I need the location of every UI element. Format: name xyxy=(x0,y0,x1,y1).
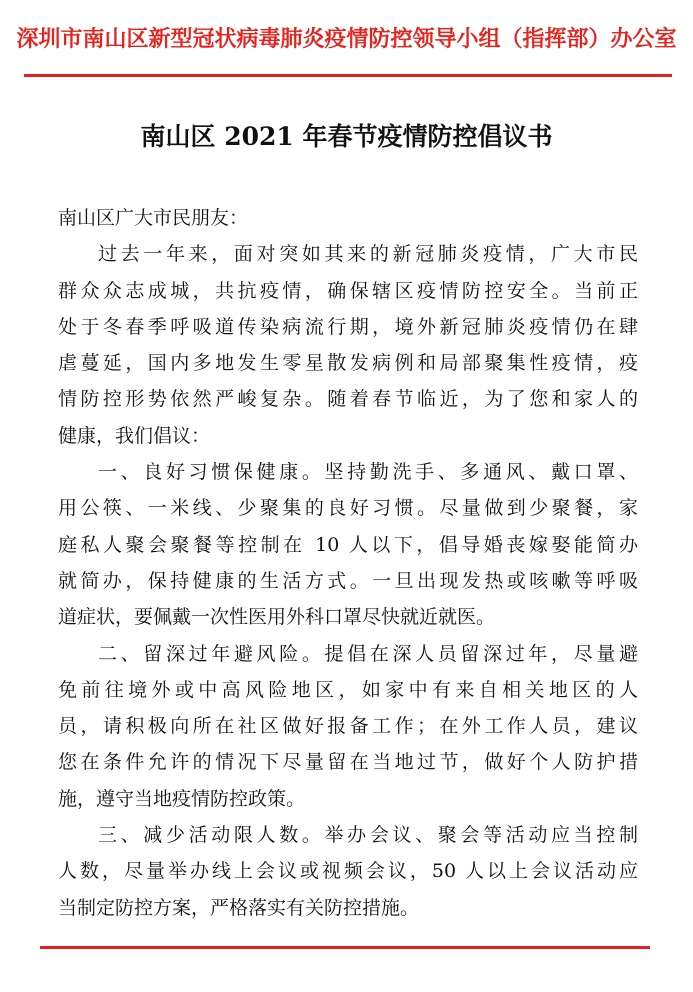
body-line: 健康，我们倡议： xyxy=(58,424,211,447)
salutation: 南山区广大市民朋友： xyxy=(58,207,249,229)
body-line: 当制定防控方案，严格落实有关防控措施。 xyxy=(58,896,420,919)
body-line: 免前往境外或中高风险地区，如家中有来自相关地区的人 xyxy=(58,678,638,701)
document-title: 南山区 2021 年春节疫情防控倡议书 xyxy=(140,122,553,151)
body-line: 处于冬春季呼吸道传染病流行期，境外新冠肺炎疫情仍在肆 xyxy=(58,315,638,338)
body-line: 人数，尽量举办线上会议或视频会议，50 人以上会议活动应 xyxy=(58,860,638,883)
body-line: 道症状，要佩戴一次性医用外科口罩尽快就近就医。 xyxy=(58,606,496,629)
body-line: 用公筷、一米线、少聚集的良好习惯。尽量做到少聚餐，家 xyxy=(58,497,638,520)
body-line: 施，遵守当地疫情防控政策。 xyxy=(58,787,306,810)
body-line: 一、良好习惯保健康。坚持勤洗手、多通风、戴口罩、 xyxy=(98,461,638,484)
body-line: 您在条件允许的情况下尽量留在当地过节，做好个人防护措 xyxy=(58,751,638,774)
body-line: 群众众志成城，共抗疫情，确保辖区疫情防控安全。当前正 xyxy=(58,279,638,302)
body-line: 过去一年来，面对突如其来的新冠肺炎疫情，广大市民 xyxy=(98,243,638,266)
letterhead-title: 深圳市南山区新型冠状病毒肺炎疫情防控领导小组（指挥部）办公室 xyxy=(16,27,677,52)
body-line: 员，请积极向所在社区做好报备工作；在外工作人员，建议 xyxy=(58,715,638,738)
document-body xyxy=(58,200,638,926)
body-line: 情防控形势依然严峻复杂。随着春节临近，为了您和家人的 xyxy=(58,388,638,411)
body-line: 就简办，保持健康的生活方式。一旦出现发热或咳嗽等呼吸 xyxy=(58,569,638,592)
body-line: 虐蔓延，国内多地发生零星散发病例和局部聚集性疫情，疫 xyxy=(58,352,638,375)
letterhead-rule-top xyxy=(24,74,672,77)
body-line: 二、留深过年避风险。提倡在深人员留深过年，尽量避 xyxy=(98,642,638,665)
body-line: 庭私人聚会聚餐等控制在 10 人以下，倡导婚丧嫁娶能简办 xyxy=(58,533,638,556)
body-line: 三、减少活动限人数。举办会议、聚会等活动应当控制 xyxy=(98,824,638,847)
footer-rule xyxy=(40,946,650,949)
